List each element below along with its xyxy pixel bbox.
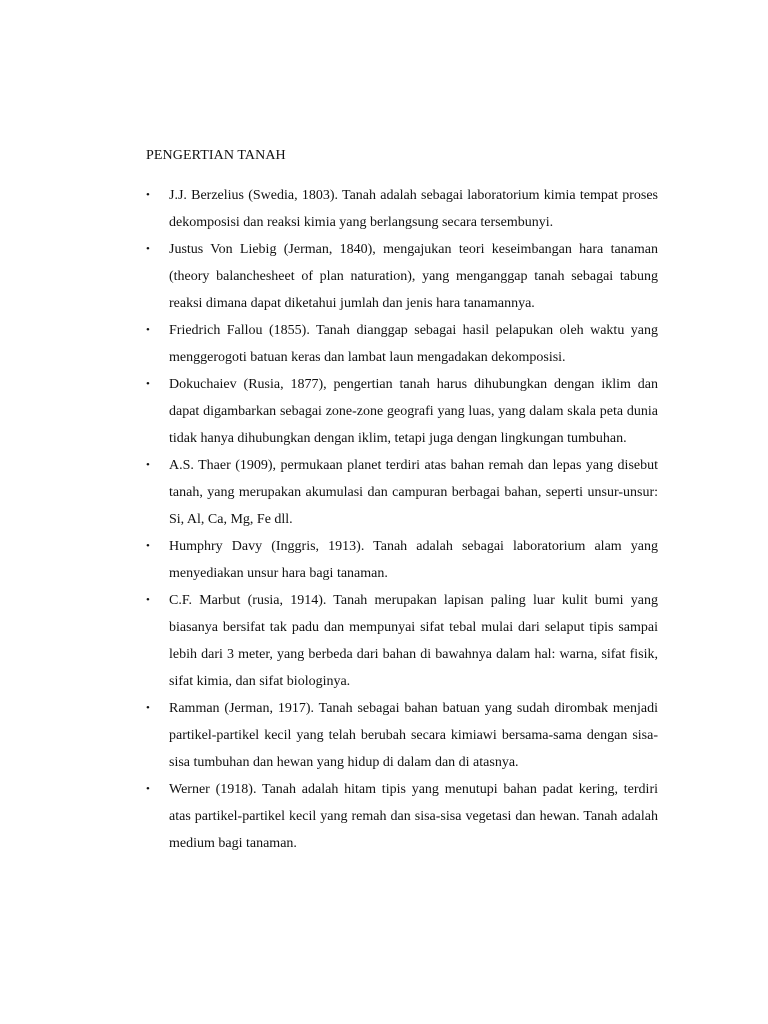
list-item-text: Justus Von Liebig (Jerman, 1840), mengajukan teori keseimbangan hara tanaman (theory balanchesheet of plan naturation), yang menganggap tanah sebagai tabung reaksi dimana dapat diketahui jumlah dan jenis hara tanamannya. — [169, 242, 658, 311]
list-item-text: C.F. Marbut (rusia, 1914). Tanah merupakan lapisan paling luar kulit bumi yang biasanya bersifat tak padu dan mempunyai sifat tebal mulai dari selaput tipis sampai lebih dari 3 meter, yang berbeda dari bahan di bawahnya dalam hal: warna, sifat fisik, sifat kimia, dan sifat biologinya. — [169, 593, 658, 689]
bullet-icon: • — [146, 594, 150, 606]
bullet-icon: • — [146, 540, 150, 552]
bullet-icon: • — [146, 243, 150, 255]
list-item — [146, 533, 658, 587]
list-item-text: Werner (1918). Tanah adalah hitam tipis yang menutupi bahan padat kering, terdiri atas partikel-partikel kecil yang remah dan sisa-sisa vegetasi dan hewan. Tanah adalah medium bagi tanaman. — [169, 782, 658, 851]
list-item — [146, 587, 658, 695]
list-item — [146, 371, 658, 452]
bullet-icon: • — [146, 378, 150, 390]
bullet-icon: • — [146, 324, 150, 336]
list-item — [146, 776, 658, 857]
list-item-text: Friedrich Fallou (1855). Tanah dianggap sebagai hasil pelapukan oleh waktu yang menggerogoti batuan keras dan lambat laun mengadakan dekomposisi. — [169, 323, 658, 365]
document-title: PENGERTIAN TANAH — [146, 148, 286, 163]
list-item-text: A.S. Thaer (1909), permukaan planet terdiri atas bahan remah dan lepas yang disebut tanah, yang merupakan akumulasi dan campuran berbagai bahan, seperti unsur-unsur: Si, Al, Ca, Mg, Fe dll. — [169, 458, 658, 527]
list-item-text: Dokuchaiev (Rusia, 1877), pengertian tanah harus dihubungkan dengan iklim dan dapat digambarkan sebagai zone-zone geografi yang luas, yang dalam skala peta dunia tidak hanya dihubungkan dengan iklim, tetapi juga dengan lingkungan tumbuhan. — [169, 377, 658, 446]
bullet-icon: • — [146, 459, 150, 471]
list-item — [146, 236, 658, 317]
definition-list — [146, 182, 658, 857]
list-item — [146, 182, 658, 236]
bullet-icon: • — [146, 702, 150, 714]
list-item-text: Ramman (Jerman, 1917). Tanah sebagai bahan batuan yang sudah dirombak menjadi partikel-partikel kecil yang telah berubah secara kimiawi bersama-sama dengan sisa-sisa tumbuhan dan hewan yang hidup di dalam dan di atasnya. — [169, 701, 658, 770]
list-item-text: Humphry Davy (Inggris, 1913). Tanah adalah sebagai laboratorium alam yang menyediakan unsur hara bagi tanaman. — [169, 539, 658, 581]
list-item-text: J.J. Berzelius (Swedia, 1803). Tanah adalah sebagai laboratorium kimia tempat proses dekomposisi dan reaksi kimia yang berlangsung secara tersembunyi. — [169, 188, 658, 230]
bullet-icon: • — [146, 189, 150, 201]
bullet-icon: • — [146, 783, 150, 795]
list-item — [146, 695, 658, 776]
list-item — [146, 452, 658, 533]
list-item — [146, 317, 658, 371]
